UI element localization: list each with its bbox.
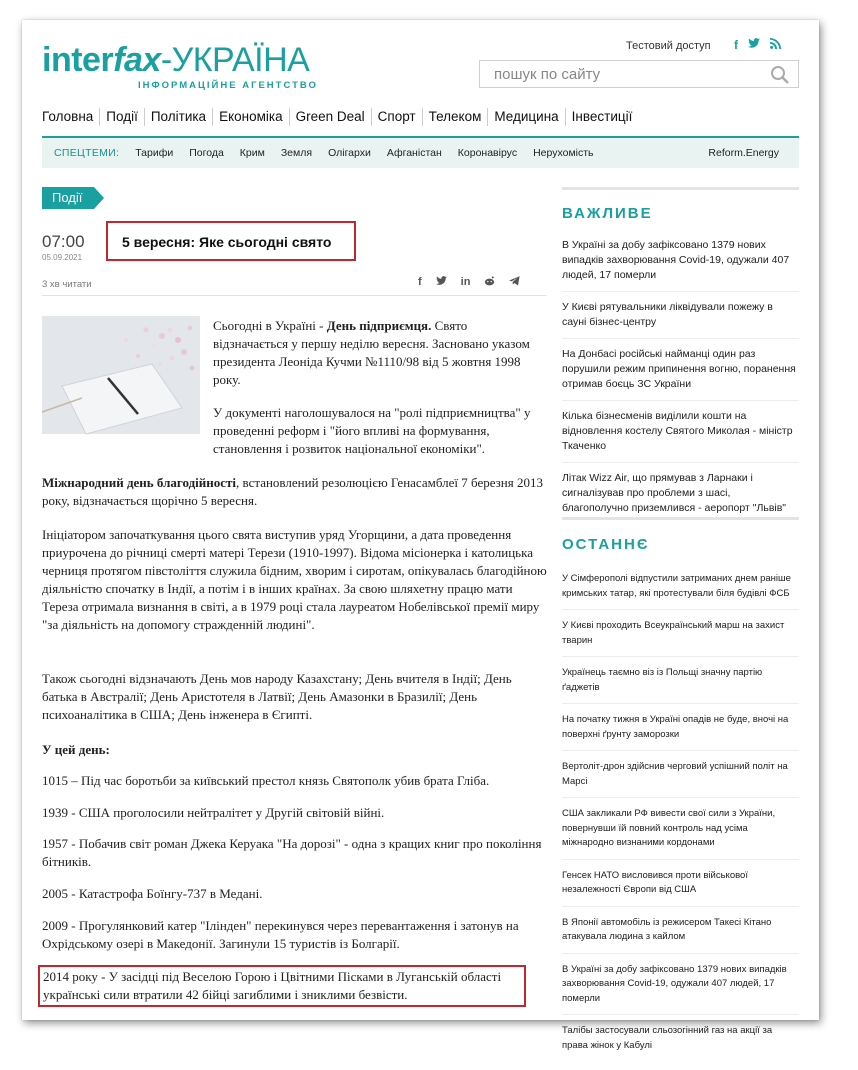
search-icon[interactable] [770,65,790,85]
special-topic-item[interactable]: Коронавірус [457,147,518,159]
news-item[interactable]: Кілька бізнесменів виділили кошти на відновлення костелу Святого Миколая - міністр Ткаченко [562,409,799,463]
important-heading: ВАЖЛИВЕ [562,205,653,222]
nav-item-politics[interactable]: Політика [144,108,212,126]
latest-news-list [562,572,799,1070]
logo-wordmark: interfax-УКРАЇНА [42,41,310,79]
special-topics-label: СПЕЦТЕМИ: [54,147,120,159]
category-badge[interactable]: Події [42,187,94,209]
nav-item-sport[interactable]: Спорт [371,108,422,126]
facebook-share-icon[interactable]: f [418,276,422,288]
nav-item-medicine[interactable]: Медицина [487,108,564,126]
news-item[interactable]: В Україні за добу зафіксовано 1379 нових випадків захворювання Covid-19, одужали 407 людей, 17 померли [562,238,799,292]
rss-icon[interactable] [770,38,781,52]
news-item[interactable]: Українець таємно віз із Польщі значну партію ґаджетів [562,666,799,704]
history-item: 2009 - Прогулянковий катер "Ілінден" перекинувся через перевантаження і затонув на Охрідському озері в Македонії. Загинули 15 туристів із Болгарії. [42,918,519,951]
logo-subtitle: ІНФОРМАЦІЙНЕ АГЕНТСТВО [138,80,318,91]
history-item-highlight: 2014 року - У засідці під Веселою Горою і Цвітними Пісками в Луганській області українські сили втратили 42 бійці загиблими і зниклими безвісти. [38,965,526,1007]
news-item[interactable]: У Києві рятувальники ліквідували пожежу в сауні бізнес-центру [562,300,799,339]
news-item[interactable]: В Японії автомобіль із режисером Такесі Кітано атакувала людина з кайлом [562,916,799,954]
history-item: 1015 – Під час боротьби за київський престол князь Святополк убив брата Гліба. [42,773,490,788]
news-item[interactable]: На початку тижня в Україні опадів не буде, вночі на поверхні ґрунту заморозки [562,713,799,751]
twitter-share-icon[interactable] [436,276,447,289]
history-item: 1957 - Побачив світ роман Джека Керуака "На дорозі" - одна з кращих книг про покоління бітників. [42,836,542,869]
reddit-share-icon[interactable] [484,276,495,289]
nav-item-economy[interactable]: Економіка [212,108,289,126]
search-input[interactable] [480,61,766,87]
history-item: 1939 - США проголосили нейтралітет у Другій світовій війні. [42,805,385,820]
article-title-highlight [106,221,356,261]
news-item[interactable]: Літак Wizz Air, що прямував з Ларнаки і сигналізував про проблеми з шасі, благополучно приземлився - аеропорт "Львів" [562,472,787,514]
nav-item-telecom[interactable]: Телеком [422,108,488,126]
test-access-link[interactable]: Тестовий доступ [626,40,711,52]
news-item[interactable]: В Україні за добу зафіксовано 1379 нових випадків захворювання Covid-19, одужали 407 людей, 17 померли [562,963,799,1016]
twitter-icon[interactable] [748,38,760,52]
article-meta-divider [42,295,547,296]
news-item[interactable]: У Києві проходить Всеукраїнський марш на захист тварин [562,619,799,657]
news-item[interactable]: У Сімферополі відпустили затриманих днем раніше кримських татар, які протестували біля будівлі ФСБ [562,572,799,610]
nav-item-home[interactable]: Головна [42,109,94,124]
special-topic-item[interactable]: Олігархи [328,147,371,159]
special-topic-item[interactable]: Земля [280,147,313,159]
main-nav [42,108,638,126]
latest-heading: ОСТАННЄ [562,536,650,553]
article-paragraph: У документі наголошувалося на "ролі підприємництва" у проведенні реформ і "його впливі на формування, становлення і розвиток національної економіки". [213,405,531,456]
nav-item-events[interactable]: Події [99,108,144,126]
article-paragraph: Також сьогодні відзначають День мов народу Казахстану; День вчителя в Індії; День батька в Австралії; День Аристотеля в Латвії; День Амазонки в Бразилії; День психоаналітика в США; День інженера в Єгипті. [42,671,512,722]
article-paragraph: Сьогодні в Україні - День підприємця. Свято відзначається у першу неділю вересня. Засновано указом президента Леоніда Кучми №1110/98 від 5 жовтня 1998 року. [213,318,530,387]
sidebar-divider [562,517,799,520]
nav-item-investments[interactable]: Інвестиції [565,108,639,126]
news-item[interactable]: Талібы застосували сльозогінний газ на акції за права жінок у Кабулі [562,1025,773,1051]
history-item: 2005 - Катастрофа Боїнгу-737 в Медані. [42,886,263,901]
news-item[interactable]: Генсек НАТО висловився проти військової незалежності Європи від США [562,869,799,907]
special-topic-item[interactable]: Крим [239,147,265,159]
share-bar [418,276,520,289]
sidebar-divider [562,187,799,190]
telegram-share-icon[interactable] [509,276,520,289]
linkedin-share-icon[interactable]: in [460,276,471,288]
article-paragraph: Міжнародний день благодійності, встановлений резолюцією Генасамблеї 7 березня 2013 року, відзначається щорічно 5 вересня. [42,475,543,508]
on-this-day-heading: У цей день: [42,742,110,757]
read-time: 3 хв читати [42,279,92,290]
special-topic-item[interactable]: Погода [189,147,224,159]
special-topic-item[interactable]: Нерухомість [533,147,594,159]
article-paragraph: Ініціатором започаткування цього свята виступив уряд Угорщини, а дата проведення приурочена до річниці смерті матері Терези (1910-1997). Відома місіонерка і католицька черниця протягом півстоліття служила бідним, хворим і сиротам, опікувалась благодійною діяльністю спочатку в Індії, а потім і в інших країнах. За свою шляхетну працю мати Тереза отримала визнання в світі, а в 1979 році стала лауреатом Нобелівської премії миру "за діяльність на допомогу стражденній людині". [42,527,547,632]
important-news-list [562,238,799,532]
article-title: 5 вересня: Яке сьогодні свято [122,234,332,250]
site-logo[interactable] [42,41,318,91]
facebook-icon[interactable]: f [734,38,738,52]
special-topics-bar [42,138,799,168]
search-box [479,60,799,88]
news-item[interactable]: Вертоліт-дрон здійснив черговий успішний політ на Марсі [562,760,799,798]
page-frame [22,20,819,1051]
news-item[interactable]: США закликали РФ вивести свої сили з України, повернувши їй повний контроль над усіма міжнародно визнаними кордонами [562,807,799,860]
article-date: 05.09.2021 [42,253,83,262]
special-topic-item[interactable]: Афганістан [386,147,442,159]
article-time: 07:00 [42,232,85,251]
news-item[interactable]: На Донбасі російські найманці один раз порушили режим припинення вогню, поранення отримав боєць ЗС України [562,347,799,401]
special-topic-item[interactable]: Тарифи [135,147,174,159]
nav-item-green-deal[interactable]: Green Deal [289,108,371,126]
article-photo [42,316,200,434]
reform-energy-link[interactable]: Reform.Energy [708,147,779,159]
social-links [734,38,781,52]
